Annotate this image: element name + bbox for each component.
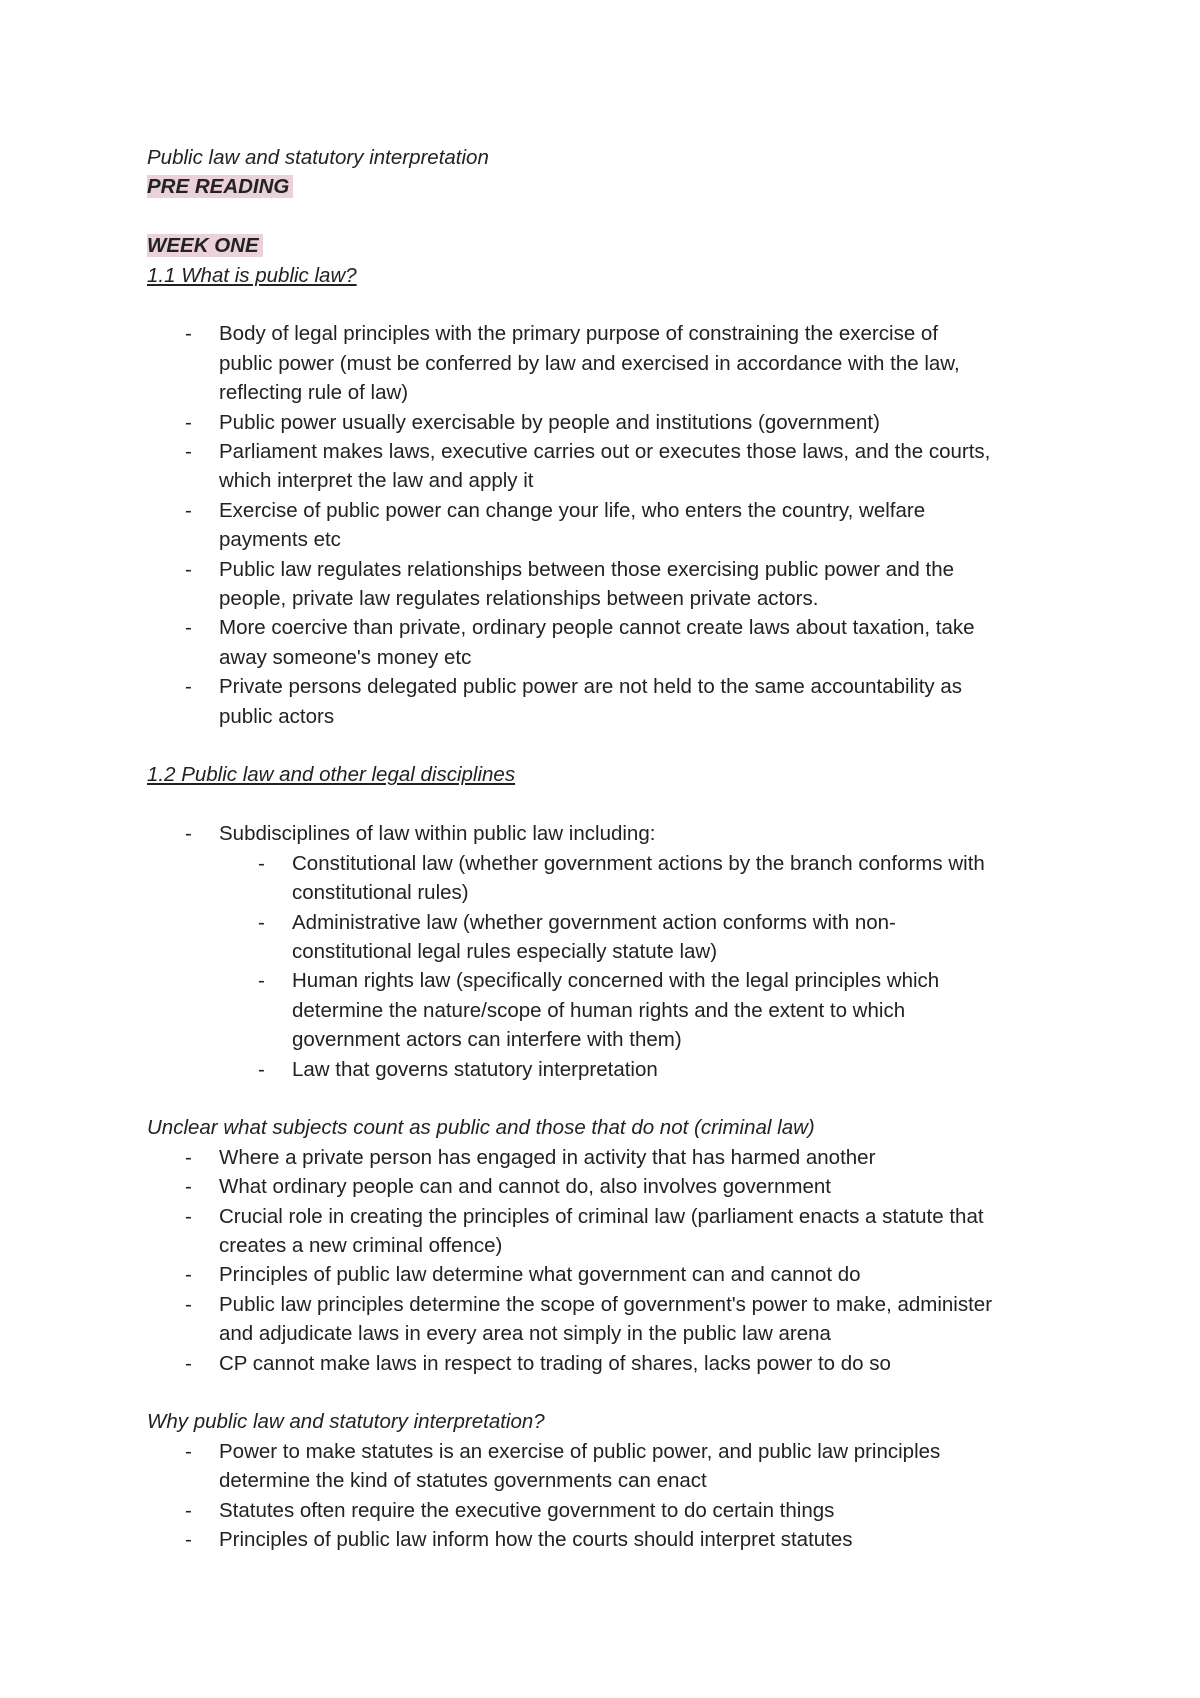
list-item-line: public actors [219, 704, 335, 728]
list-item [147, 1290, 1077, 1349]
list-item-line: - Exercise of public power can change your life, who enters the country, welfare [219, 498, 926, 522]
list-item [147, 672, 1077, 731]
pre-reading-heading [147, 172, 1077, 201]
spacer [147, 1084, 1077, 1113]
list-item-line: public power (must be conferred by law and exercised in accordance with the law, [219, 351, 960, 375]
section4-list [147, 1437, 1077, 1555]
list-item-line: - CP cannot make laws in respect to trading of shares, lacks power to do so [219, 1351, 891, 1375]
sub-list-item [219, 849, 1077, 908]
sub-list [219, 849, 1077, 1084]
document-page [147, 143, 1077, 1554]
list-item [147, 1437, 1077, 1496]
list-item-line: - Constitutional law (whether government actions by the branch conforms with [292, 851, 985, 875]
sub-list-item [219, 908, 1077, 967]
list-item-line: constitutional rules) [292, 881, 469, 905]
list-item-line: - Subdisciplines of law within public law including: [219, 822, 656, 846]
list-item-line: - Public law regulates relationships between those exercising public power and the [219, 557, 955, 581]
list-item-line: - Statutes often require the executive government to do certain things [219, 1498, 835, 1522]
list-item [147, 555, 1077, 614]
list-item-line: - Private persons delegated public power are not held to the same accountability as [219, 675, 963, 699]
list-item [147, 1525, 1077, 1554]
list-item-line: creates a new criminal offence) [219, 1233, 503, 1257]
list-item [147, 408, 1077, 437]
list-item [147, 1143, 1077, 1172]
list-item-line: - Law that governs statutory interpretation [292, 1057, 658, 1081]
spacer [147, 790, 1077, 819]
list-item [147, 1172, 1077, 1201]
list-item-line: which interpret the law and apply it [219, 469, 534, 493]
list-item-line: people, private law regulates relationships between private actors. [219, 587, 819, 611]
pre-reading-label: PRE READING [147, 175, 293, 198]
list-item-line: determine the nature/scope of human rights and the extent to which [292, 998, 906, 1022]
list-item-line: and adjudicate laws in every area not simply in the public law arena [219, 1322, 831, 1346]
section-heading-unclear-subjects: Unclear what subjects count as public and those that do not (criminal law) [147, 1116, 815, 1140]
section3-list [147, 1143, 1077, 1378]
list-item-line: - Human rights law (specifically concerned with the legal principles which [292, 969, 940, 993]
list-item-line: - Principles of public law determine what government can and cannot do [219, 1263, 861, 1287]
list-item-line: constitutional legal rules especially statute law) [292, 939, 718, 963]
list-item [147, 319, 1077, 407]
list-item [147, 613, 1077, 672]
section-heading-what-is-public-law: 1.1 What is public law? [147, 263, 357, 287]
list-item-line: - Public power usually exercisable by people and institutions (government) [219, 410, 880, 434]
list-item [147, 1202, 1077, 1261]
section-heading-other-disciplines: 1.2 Public law and other legal disciplines [147, 763, 516, 787]
list-item-line: - Body of legal principles with the primary purpose of constraining the exercise of [219, 322, 939, 346]
spacer [147, 202, 1077, 231]
section1-list [147, 319, 1077, 731]
list-item [147, 819, 1077, 1084]
list-item-line: - Public law principles determine the scope of government's power to make, administer [219, 1292, 993, 1316]
sub-list-item [219, 1055, 1077, 1084]
spacer [147, 1378, 1077, 1407]
list-item-line: - Crucial role in creating the principles of criminal law (parliament enacts a statute that [219, 1204, 984, 1228]
list-item [147, 1260, 1077, 1289]
list-item-line: - Parliament makes laws, executive carries out or executes those laws, and the courts, [219, 440, 991, 464]
list-item-line: - Administrative law (whether government action conforms with non- [292, 910, 896, 934]
list-item-line: away someone's money etc [219, 645, 472, 669]
list-item-line: - What ordinary people can and cannot do, also involves government [219, 1175, 831, 1199]
list-item-line: - Where a private person has engaged in activity that has harmed another [219, 1145, 876, 1169]
document-title: Public law and statutory interpretation [147, 146, 489, 169]
list-item-line: payments etc [219, 528, 341, 552]
section2-list [147, 819, 1077, 1084]
week-label: WEEK ONE [147, 234, 263, 257]
list-item-line: determine the kind of statutes governments can enact [219, 1469, 707, 1493]
list-item-line: - Principles of public law inform how the courts should interpret statutes [219, 1528, 853, 1551]
list-item [147, 1349, 1077, 1378]
list-item [147, 1496, 1077, 1525]
list-item [147, 496, 1077, 555]
spacer [147, 290, 1077, 319]
week-heading [147, 231, 1077, 260]
spacer [147, 731, 1077, 760]
list-item-line: government actors can interfere with them) [292, 1028, 682, 1052]
list-item [147, 437, 1077, 496]
sub-list-item [219, 966, 1077, 1054]
section-heading-why-public-law: Why public law and statutory interpretation? [147, 1410, 545, 1434]
list-item-line: reflecting rule of law) [219, 381, 409, 405]
list-item-line: - More coercive than private, ordinary people cannot create laws about taxation, take [219, 616, 975, 640]
list-item-line: - Power to make statutes is an exercise of public power, and public law principles [219, 1439, 941, 1463]
